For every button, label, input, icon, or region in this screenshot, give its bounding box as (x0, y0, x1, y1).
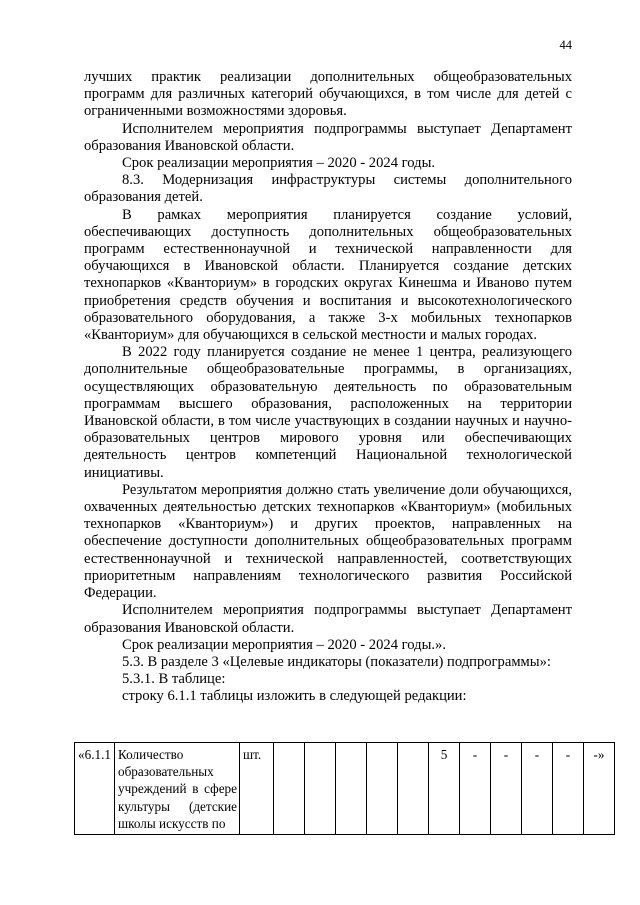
value-cell: -» (584, 743, 615, 835)
value-cell (274, 743, 305, 835)
value-cell: - (491, 743, 522, 835)
paragraph: Срок реализации мероприятия – 2020 - 2024 годы.». (122, 636, 446, 653)
indicators-table (74, 742, 615, 835)
table-row (75, 743, 615, 835)
row-code-cell: «6.1.1 (75, 743, 115, 835)
indicator-name-cell: Количество образовательных учреждений в сфере культуры (детские школы искусств по (115, 743, 240, 835)
paragraph: В рамках мероприятия планируется создание условий, обеспечивающих доступность дополнительных общеобразовательных программ естественнонаучной и технической направленности для обучающихся в Ивановской области. Планируется создание детских технопарков «Кванториум» в городских округах Кинешма и Иваново путем приобретения средств обучения и воспитания и высокотехнологического образовательного оборудования, а также 3-х мобильных технопарков «Кванториум» для обучающихся в сельской местности и малых городах. (84, 206, 572, 344)
paragraph: Исполнителем мероприятия подпрограммы выступает Департамент образования Ивановской области. (84, 120, 572, 154)
value-cell: - (460, 743, 491, 835)
paragraph: строку 6.1.1 таблицы изложить в следующей редакции: (122, 688, 467, 705)
value-cell: 5 (429, 743, 460, 835)
value-cell: - (553, 743, 584, 835)
paragraph: Результатом мероприятия должно стать увеличение доли обучающихся, охваченных деятельностью детских технопарков «Кванториум» (мобильных технопарков «Кванториум») и других проектов, направленных на обеспечение доступности дополнительных общеобразовательных программ естественнонаучной и технической направленностей, соответствующих приоритетным направлениям технологического развития Российской Федерации. (84, 481, 572, 602)
document-body (84, 69, 572, 706)
page-number: 44 (559, 38, 572, 52)
value-cell (305, 743, 336, 835)
value-cell (398, 743, 429, 835)
paragraph: 5.3.1. В таблице: (122, 671, 226, 688)
value-cell: - (522, 743, 553, 835)
section-heading: 8.3. Модернизация инфраструктуры системы дополнительного образования детей. (84, 172, 572, 206)
paragraph: Срок реализации мероприятия – 2020 - 2024 годы. (122, 155, 436, 172)
paragraph: Исполнителем мероприятия подпрограммы выступает Департамент образования Ивановской области. (84, 602, 572, 636)
paragraph: лучших практик реализации дополнительных общеобразовательных программ для различных категорий обучающихся, в том числе для детей с ограниченными возможностями здоровья. (84, 69, 572, 120)
paragraph: 5.3. В разделе 3 «Целевые индикаторы (показатели) подпрограммы»: (122, 653, 551, 670)
value-cell (336, 743, 367, 835)
unit-cell: шт. (240, 743, 274, 835)
value-cell (367, 743, 398, 835)
paragraph: В 2022 году планируется создание не менее 1 центра, реализующего дополнительные общеобразовательные программы, в организациях, осуществляющих образовательную деятельность по образовательным программам высшего образования, расположенных на территории Ивановской области, в том числе участвующих в создании научных и научно-образовательных центров мирового уровня или обеспечивающих деятельность центров компетенций Национальной технологической инициативы. (84, 344, 572, 481)
